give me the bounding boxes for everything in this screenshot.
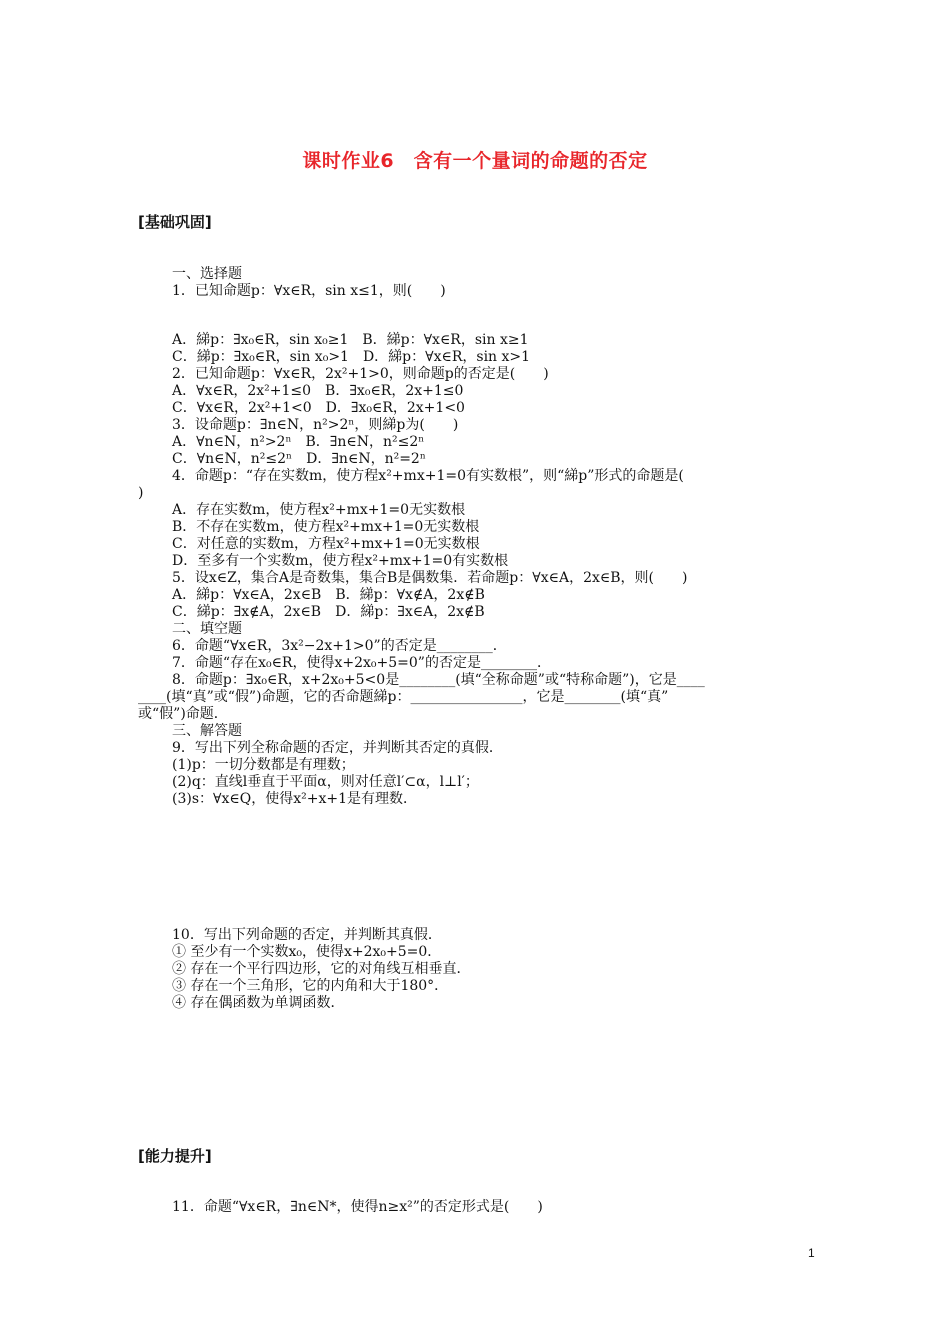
question-line: 5．设x∈Z，集合A是奇数集，集合B是偶数集．若命题p：∀x∈A，2x∈B，则( ) [172, 570, 688, 586]
question-line: (2)q：直线l垂直于平面α，则对任意l′⊂α，l⊥l′； [172, 774, 479, 790]
option-line: A．綈p：∀x∈A，2x∈B B．綈p：∀x∉A，2x∉B [172, 587, 485, 603]
option-line: D．至多有一个实数m，使方程x²+mx+1=0有实数根 [172, 553, 509, 569]
text-line: 二、填空题 [172, 621, 242, 637]
question-line: ② 存在一个平行四边形，它的对角线互相垂直． [172, 961, 471, 977]
option-line: C．綈p：∃x∉A，2x∈B D．綈p：∃x∈A，2x∉B [172, 604, 485, 620]
option-line: A．∀n∈N，n²>2ⁿ B．∃n∈N，n²≤2ⁿ [172, 434, 425, 450]
option-line: A．存在实数m，使方程x²+mx+1=0无实数根 [172, 502, 466, 518]
question-line: ③ 存在一个三角形，它的内角和大于180°． [172, 978, 449, 994]
option-line: C．对任意的实数m，方程x²+mx+1=0无实数根 [172, 536, 480, 552]
question-line: 1．已知命题p：∀x∈R，sin x≤1，则( ) [172, 283, 446, 299]
question-line: 10．写出下列命题的否定，并判断其真假． [172, 927, 442, 943]
question-line: ④ 存在偶函数为单调函数． [172, 995, 345, 1011]
question-line-wrap: ____(填“真”或“假”)命题，它的否命题綈p：________________，它是________(填“真” [138, 689, 669, 705]
question-line: 7．命题“存在x₀∈R，使得x+2x₀+5=0”的否定是________． [172, 655, 551, 671]
question-line: (3)s：∀x∈Q，使得x²+x+1是有理数． [172, 791, 417, 807]
option-line: A．∀x∈R，2x²+1≤0 B．∃x₀∈R，2x+1≤0 [172, 383, 464, 399]
option-line: A．綈p：∃x₀∈R，sin x₀≥1 B．綈p：∀x∈R，sin x≥1 [172, 332, 529, 348]
question-line: ① 至少有一个实数x₀，使得x+2x₀+5=0． [172, 944, 442, 960]
question-line: 2．已知命题p：∀x∈R，2x²+1>0，则命题p的否定是( ) [172, 366, 549, 382]
section-heading-basic: [基础巩固] [138, 213, 212, 231]
text-line: 一、选择题 [172, 266, 242, 282]
question-line: 9．写出下列全称命题的否定，并判断其否定的真假． [172, 740, 503, 756]
question-line: 6．命题“∀x∈R，3x²−2x+1>0”的否定是________． [172, 638, 507, 654]
option-line: C．∀x∈R，2x²+1<0 D．∃x₀∈R，2x+1<0 [172, 400, 465, 416]
question-line: 8．命题p：∃x₀∈R，x+2x₀+5<0是________(填“全称命题”或“特称命题”)，它是____ [172, 672, 705, 688]
question-line: 11．命题“∀x∈R，∃n∈N*，使得n≥x²”的否定形式是( ) [172, 1199, 543, 1215]
option-line: B．不存在实数m，使方程x²+mx+1=0无实数根 [172, 519, 480, 535]
section-heading-advanced: [能力提升] [138, 1147, 212, 1165]
question-line-wrap: 或“假”)命题． [138, 706, 228, 722]
question-line: 3．设命题p：∃n∈N，n²>2ⁿ，则綈p为( ) [172, 417, 459, 433]
page-title: 课时作业6 含有一个量词的命题的否定 [302, 150, 648, 172]
question-line-wrap: ) [138, 485, 144, 501]
question-line: 4．命题p：“存在实数m，使方程x²+mx+1=0有实数根”，则“綈p”形式的命题是( [172, 468, 684, 484]
page-number: 1 [808, 1246, 815, 1260]
question-line: (1)p：一切分数都是有理数； [172, 757, 355, 773]
text-line: 三、解答题 [172, 723, 242, 739]
option-line: C．∀n∈N，n²≤2ⁿ D．∃n∈N，n²=2ⁿ [172, 451, 426, 467]
option-line: C．綈p：∃x₀∈R，sin x₀>1 D．綈p：∀x∈R，sin x>1 [172, 349, 531, 365]
